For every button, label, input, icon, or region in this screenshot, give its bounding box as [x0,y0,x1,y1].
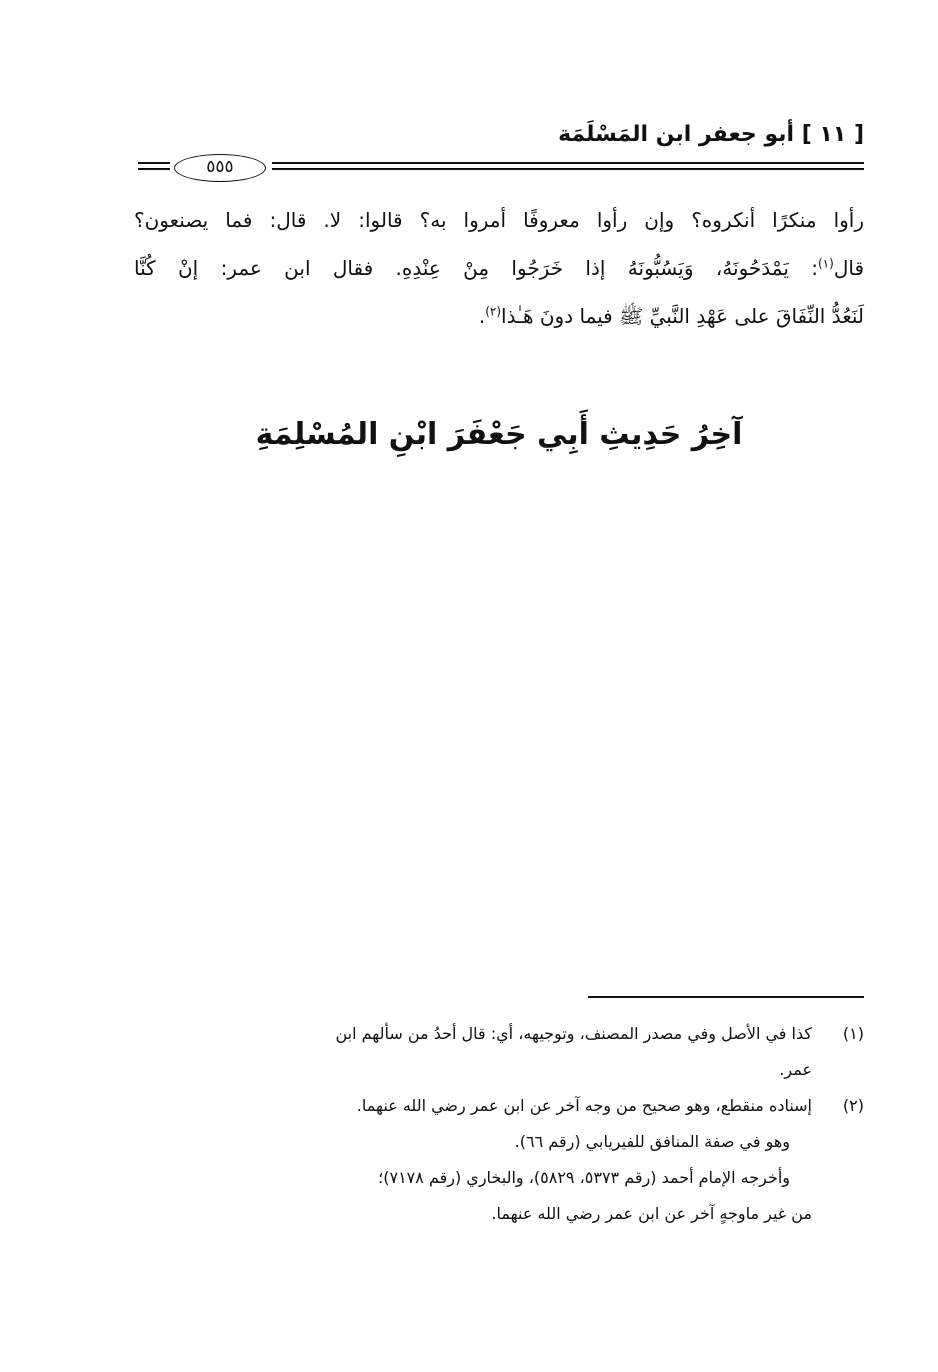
body-paragraph [134,196,864,340]
footnote-2-line-4: من غير ماوجهٍ آخر عن ابن عمر رضي الله عنهما. [491,1204,812,1223]
body-line-2 [134,244,864,292]
footnote-separator [588,996,864,998]
page-number: ٥٥٥ [174,154,266,182]
footnote-2 [134,1088,864,1232]
footnote-1-number: (١) [842,1024,864,1043]
header-rule-left-top [138,162,170,164]
footnote-2-line-3: وأخرجه الإمام أحمد (رقم ٥٣٧٣، ٥٨٢٩)، والبخاري (رقم ٧١٧٨)؛ [378,1168,790,1187]
footnote-ref-1[interactable]: (١) [817,256,834,271]
footnote-1-line-2: عمر. [779,1060,812,1079]
footnote-1 [134,1016,864,1088]
footnote-2-line-1: إسناده منقطع، وهو صحيح من وجه آخر عن ابن عمر رضي الله عنهما. [356,1096,812,1115]
footnote-1-line-1: كذا في الأصل وفي مصدر المصنف، وتوجيهه، أي: قال أحدُ من سألهم ابن [335,1024,812,1043]
body-line-3-start: لَنَعُدُّ النِّفَاقَ على عَهْدِ النَّبيِّ ﷺ فيما دونَ هَـٰذا [501,304,864,328]
header-rule [138,152,864,186]
body-line-2-start: قال [833,256,864,280]
header-rule-left-bottom [138,168,170,170]
footnote-2-line-2: وهو في صفة المنافق للفيريابي (رقم ٦٦). [514,1132,790,1151]
header-rule-right-top [272,162,864,164]
running-title: [ ١١ ] أبو جعفر ابن المَسْلَمَة [558,122,864,147]
header-rule-right-bottom [272,168,864,170]
body-line-1: رأوا منكرًا أنكروه؟ وإن رأوا معروفًا أمروا به؟ قالوا: لا. قال: فما يصنعون؟ [134,208,864,232]
section-title: آخِرُ حَدِيثِ أَبِي جَعْفَرَ ابْنِ المُسْلِمَةِ [255,417,743,452]
footnote-ref-2[interactable]: (٢) [485,304,502,319]
footnotes [134,1016,864,1232]
footnote-2-number: (٢) [842,1096,864,1115]
body-line-3 [134,292,864,340]
body-line-3-end: . [478,304,486,328]
body-line-2-rest: : يَمْدَحُونَهُ، وَيَسُبُّونَهُ إذا خَرَجُوا مِنْ عِنْدِهِ. فقال ابن عمر: إنْ كُنَّا [134,256,818,280]
